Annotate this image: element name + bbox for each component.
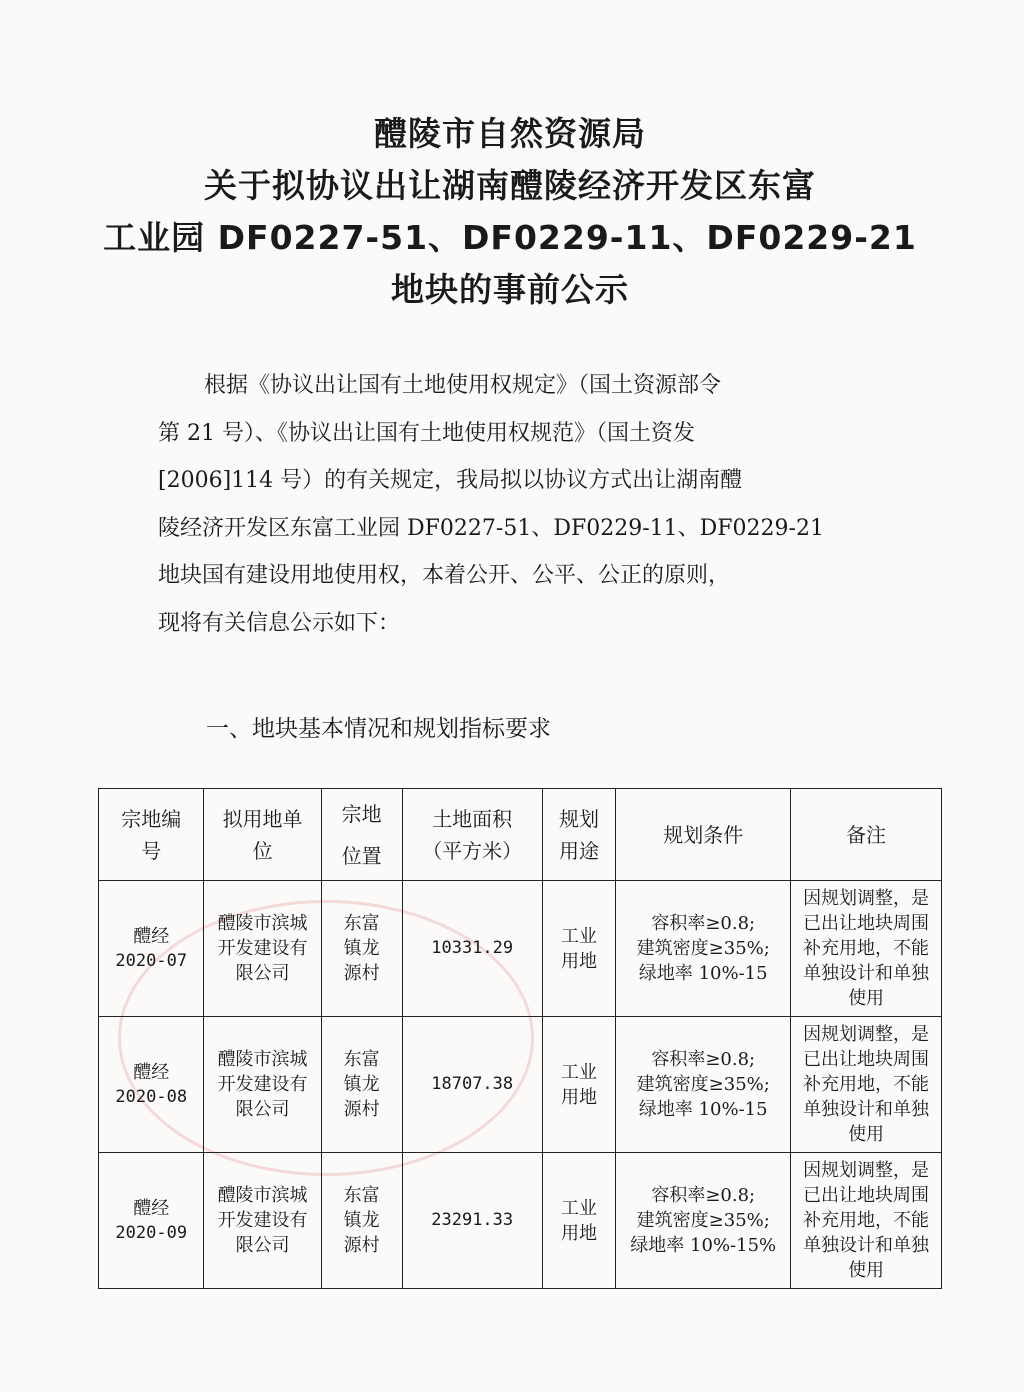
header-location: 宗地 位置 <box>321 789 402 881</box>
table-row <box>99 1017 942 1153</box>
title-line-3: 工业园 DF0227-51、DF0229-11、DF0229-21 <box>103 218 917 257</box>
body-line-3: [2006]114 号）的有关规定，我局拟以协议方式出让湖南醴 <box>158 468 743 493</box>
cell-parcel-id: 醴经 2020-09 <box>99 1153 204 1289</box>
header-remarks: 备注 <box>791 789 942 881</box>
header-planning-conditions: 规划条件 <box>616 789 791 881</box>
cell-area: 10331.29 <box>402 881 542 1017</box>
title-line-2: 关于拟协议出让湖南醴陵经济开发区东富 <box>204 166 816 205</box>
title-line-4: 地块的事前公示 <box>391 270 629 309</box>
cell-user-unit: 醴陵市滨城 开发建设有 限公司 <box>204 1153 321 1289</box>
cell-remarks: 因规划调整，是 已出让地块周围 补充用地，不能 单独设计和单独 使用 <box>791 881 942 1017</box>
cell-user-unit: 醴陵市滨城 开发建设有 限公司 <box>204 881 321 1017</box>
body-line-5: 地块国有建设用地使用权，本着公开、公平、公正的原则， <box>158 563 731 588</box>
section-heading: 一、地块基本情况和规划指标要求 <box>206 716 551 742</box>
cell-planning-conditions: 容积率≥0.8; 建筑密度≥35%; 绿地率 10%-15% <box>616 1153 791 1289</box>
cell-location: 东富 镇龙 源村 <box>321 881 402 1017</box>
title-line-1: 醴陵市自然资源局 <box>374 114 646 153</box>
cell-planned-use: 工业 用地 <box>542 1153 616 1289</box>
land-parcel-table <box>98 788 942 1289</box>
header-user-unit: 拟用地单 位 <box>204 789 321 881</box>
table-row <box>99 1153 942 1289</box>
cell-area: 23291.33 <box>402 1153 542 1289</box>
header-area: 土地面积 （平方米） <box>402 789 542 881</box>
cell-planning-conditions: 容积率≥0.8; 建筑密度≥35%; 绿地率 10%-15 <box>616 881 791 1017</box>
cell-planned-use: 工业 用地 <box>542 1017 616 1153</box>
cell-remarks: 因规划调整，是 已出让地块周围 补充用地，不能 单独设计和单独 使用 <box>791 1153 942 1289</box>
header-planned-use: 规划 用途 <box>542 789 616 881</box>
cell-remarks: 因规划调整，是 已出让地块周围 补充用地，不能 单独设计和单独 使用 <box>791 1017 942 1153</box>
body-line-4: 陵经济开发区东富工业园 DF0227-51、DF0229-11、DF0229-21 <box>158 515 824 541</box>
header-parcel-id: 宗地编 号 <box>99 789 204 881</box>
cell-parcel-id: 醴经 2020-07 <box>99 881 204 1017</box>
body-line-2: 第 21 号）、《协议出让国有土地使用权规范》（国土资发 <box>158 420 695 446</box>
body-paragraph <box>158 362 878 647</box>
cell-parcel-id: 醴经 2020-08 <box>99 1017 204 1153</box>
document-title <box>100 108 920 316</box>
cell-planning-conditions: 容积率≥0.8; 建筑密度≥35%; 绿地率 10%-15 <box>616 1017 791 1153</box>
cell-location: 东富 镇龙 源村 <box>321 1153 402 1289</box>
cell-user-unit: 醴陵市滨城 开发建设有 限公司 <box>204 1017 321 1153</box>
cell-area: 18707.38 <box>402 1017 542 1153</box>
body-line-6: 现将有关信息公示如下： <box>158 610 401 636</box>
cell-planned-use: 工业 用地 <box>542 881 616 1017</box>
body-line-1: 根据《协议出让国有土地使用权规定》（国土资源部令 <box>204 373 722 398</box>
table-row <box>99 881 942 1017</box>
table-header-row <box>99 789 942 881</box>
cell-location: 东富 镇龙 源村 <box>321 1017 402 1153</box>
